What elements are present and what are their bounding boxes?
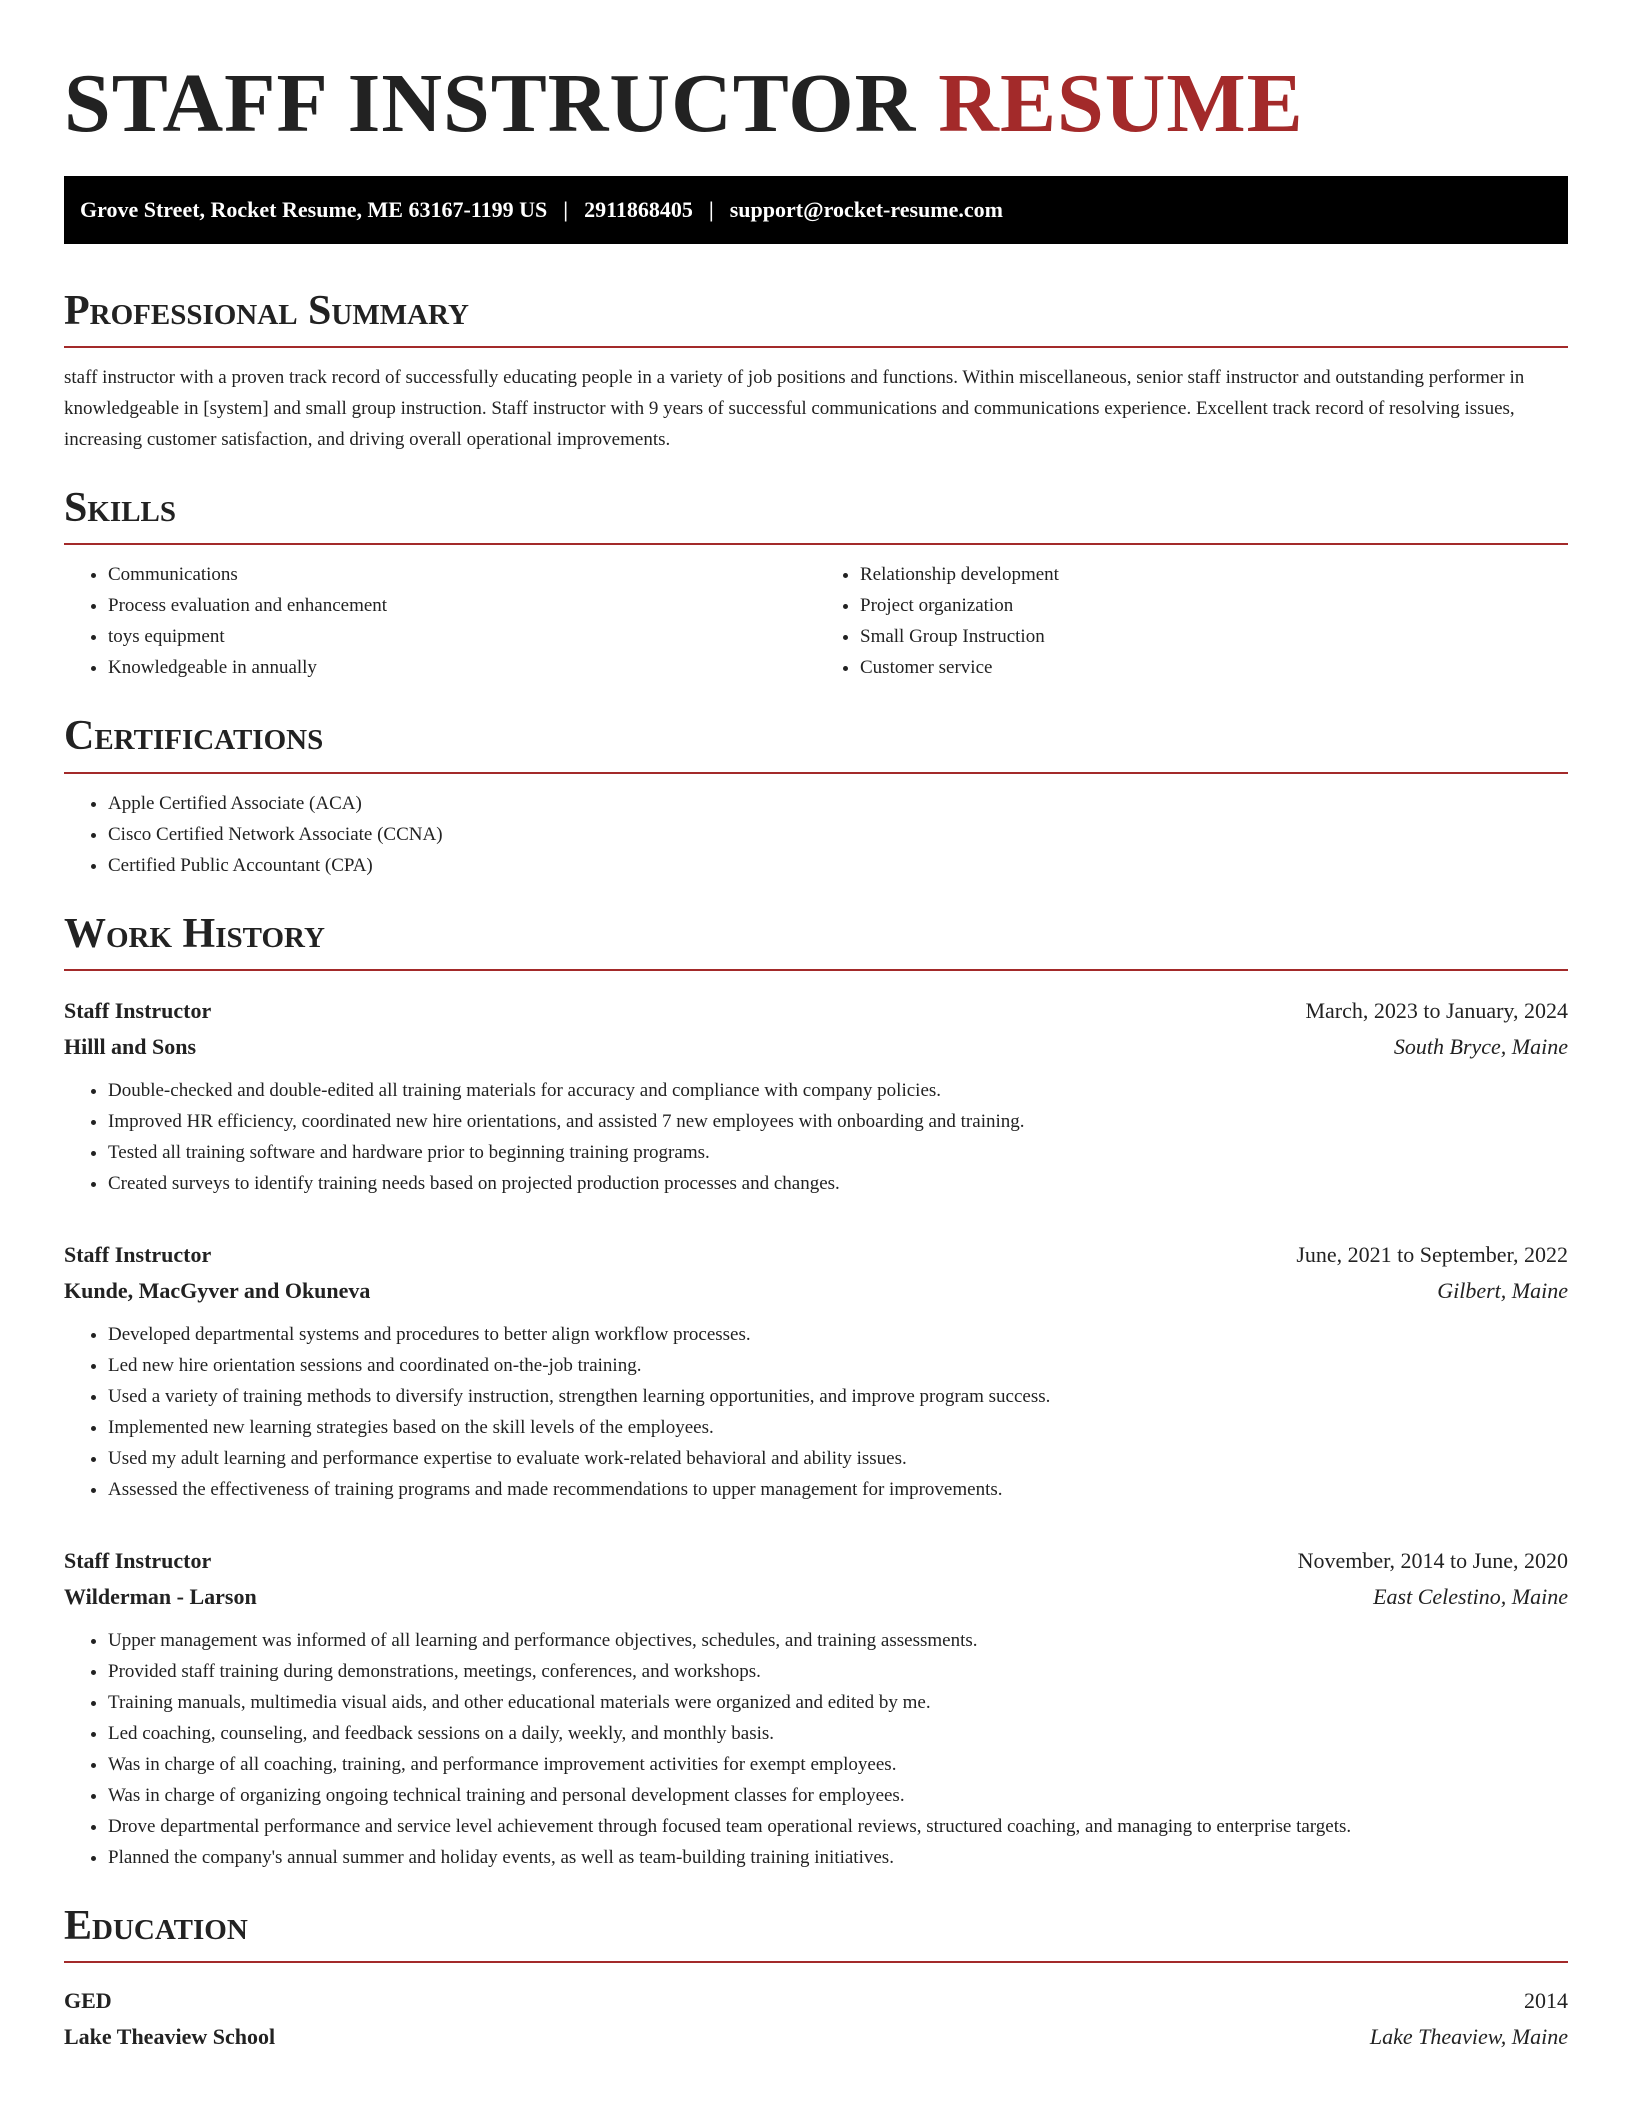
- summary-heading: Professional Summary: [64, 288, 469, 334]
- job-bullet: • Was in charge of all coaching, training, and performance improvement activities for exempt employees.: [108, 1749, 1568, 1780]
- certifications-section: [64, 713, 1568, 880]
- title-accent: RESUME: [938, 57, 1304, 150]
- certifications-list: [64, 788, 1568, 881]
- job-bullet: • Drove departmental performance and service level achievement through focused team operational reviews, structured coaching, and managing to enterprise targets.: [108, 1811, 1568, 1842]
- job-bullet: • Double-checked and double-edited all training materials for accuracy and compliance with company policies.: [108, 1075, 1568, 1106]
- education-location: Lake Theaview, Maine: [1369, 2023, 1568, 2049]
- job-bullet: • Upper management was informed of all learning and performance objectives, schedules, and training assessments.: [108, 1625, 1568, 1656]
- education-school: Lake Theaview School: [64, 2023, 276, 2049]
- section-divider: [64, 969, 1568, 971]
- job-bullet: • Assessed the effectiveness of training programs and made recommendations to upper management for improvements.: [108, 1474, 1568, 1505]
- education-section: [64, 1903, 1568, 2055]
- skill-item: • toys equipment: [108, 621, 816, 652]
- job-company: Hilll and Sons: [64, 1033, 197, 1059]
- education-school-row: [64, 2019, 1568, 2055]
- job-bullet: • Improved HR efficiency, coordinated new hire orientations, and assisted 7 new employees with onboarding and training.: [108, 1106, 1568, 1137]
- contact-separator: |: [708, 197, 714, 222]
- job-bullet: • Used my adult learning and performance expertise to evaluate work-related behavioral and ability issues.: [108, 1443, 1568, 1474]
- job-bullet: • Planned the company's annual summer and holiday events, as well as team-building training initiatives.: [108, 1842, 1568, 1873]
- resume-title: [64, 0, 1568, 150]
- job-bullet: • Training manuals, multimedia visual aids, and other educational materials were organized and edited by me.: [108, 1687, 1568, 1718]
- skill-item: • Process evaluation and enhancement: [108, 590, 816, 621]
- job-company-row: [64, 1273, 1568, 1309]
- job-bullet: • Implemented new learning strategies based on the skill levels of the employees.: [108, 1412, 1568, 1443]
- job-dates: November, 2014 to June, 2020: [1297, 1547, 1568, 1573]
- work-history-heading: Work History: [64, 910, 325, 957]
- job-bullets: [64, 1075, 1568, 1199]
- job-bullets: [64, 1625, 1568, 1873]
- job-location: Gilbert, Maine: [1437, 1277, 1568, 1303]
- job-bullet: • Led new hire orientation sessions and coordinated on-the-job training.: [108, 1350, 1568, 1381]
- job-bullet: • Developed departmental systems and procedures to better align workflow processes.: [108, 1319, 1568, 1350]
- certification-item: • Certified Public Accountant (CPA): [108, 850, 1568, 881]
- job-company: Kunde, MacGyver and Okuneva: [64, 1277, 371, 1303]
- job-dates: March, 2023 to January, 2024: [1305, 997, 1568, 1023]
- job-bullet: • Tested all training software and hardware prior to beginning training programs.: [108, 1137, 1568, 1168]
- job-bullet: • Led coaching, counseling, and feedback sessions on a daily, weekly, and monthly basis.: [108, 1718, 1568, 1749]
- skill-item: • Project organization: [860, 590, 1568, 621]
- job-title: Staff Instructor: [64, 997, 212, 1023]
- job-entry: [64, 1237, 1568, 1505]
- job-bullet: • Used a variety of training methods to diversify instruction, strengthen learning opportunities, and improve program success.: [108, 1381, 1568, 1412]
- job-title-row: [64, 993, 1568, 1029]
- job-company-row: [64, 1579, 1568, 1615]
- job-title-row: [64, 1237, 1568, 1273]
- skill-item: • Small Group Instruction: [860, 621, 1568, 652]
- job-bullets: [64, 1319, 1568, 1505]
- education-entry: [64, 1983, 1568, 2055]
- summary-text: staff instructor with a proven track record of successfully educating people in a variety of job positions and functions. Within miscellaneous, senior staff instructor and outstanding performer in knowledgeable in [system] and small group instruction. Staff instructor with 9 years of successful communications and communications experience. Excellent track record of resolving issues, increasing customer satisfaction, and driving overall operational improvements.: [64, 367, 1525, 451]
- skills-grid: [64, 545, 1568, 683]
- job-location: East Celestino, Maine: [1373, 1583, 1568, 1609]
- contact-separator: |: [563, 197, 569, 222]
- certification-item: • Cisco Certified Network Associate (CCNA): [108, 819, 1568, 850]
- skills-section: [64, 485, 1568, 683]
- job-title-row: [64, 1543, 1568, 1579]
- contact-phone: 2911868405: [584, 197, 693, 222]
- skill-item: • Knowledgeable in annually: [108, 652, 816, 683]
- work-history-section: [64, 911, 1568, 1873]
- title-main: STAFF INSTRUCTOR: [64, 57, 917, 150]
- job-entry: [64, 993, 1568, 1199]
- education-year: 2014: [1524, 1987, 1568, 2013]
- education-heading: Education: [64, 1902, 248, 1949]
- summary-section: [64, 288, 1568, 455]
- job-bullet: • Created surveys to identify training needs based on projected production processes and changes.: [108, 1168, 1568, 1199]
- skills-heading: Skills: [64, 485, 177, 532]
- skill-item: • Communications: [108, 559, 816, 590]
- section-divider: [64, 1961, 1568, 1963]
- job-bullet: • Provided staff training during demonstrations, meetings, conferences, and workshops.: [108, 1656, 1568, 1687]
- education-degree: GED: [64, 1987, 112, 2013]
- education-degree-row: [64, 1983, 1568, 2019]
- skill-item: • Customer service: [860, 652, 1568, 683]
- contact-email: support@rocket-resume.com: [729, 197, 1003, 222]
- job-dates: June, 2021 to September, 2022: [1296, 1241, 1568, 1267]
- job-company: Wilderman - Larson: [64, 1583, 257, 1609]
- job-title: Staff Instructor: [64, 1241, 212, 1267]
- job-title: Staff Instructor: [64, 1547, 212, 1573]
- contact-address: Grove Street, Rocket Resume, ME 63167-1199 US: [80, 197, 548, 222]
- certifications-heading: Certifications: [64, 713, 324, 760]
- skills-list-right: [816, 559, 1568, 683]
- contact-bar: [64, 176, 1568, 244]
- job-location: South Bryce, Maine: [1393, 1033, 1568, 1059]
- section-divider: [64, 346, 1568, 348]
- section-divider: [64, 772, 1568, 774]
- certification-item: • Apple Certified Associate (ACA): [108, 788, 1568, 819]
- skills-list-left: [64, 559, 816, 683]
- job-company-row: [64, 1029, 1568, 1065]
- skill-item: • Relationship development: [860, 559, 1568, 590]
- job-entry: [64, 1543, 1568, 1873]
- job-bullet: • Was in charge of organizing ongoing technical training and personal development classes for employees.: [108, 1780, 1568, 1811]
